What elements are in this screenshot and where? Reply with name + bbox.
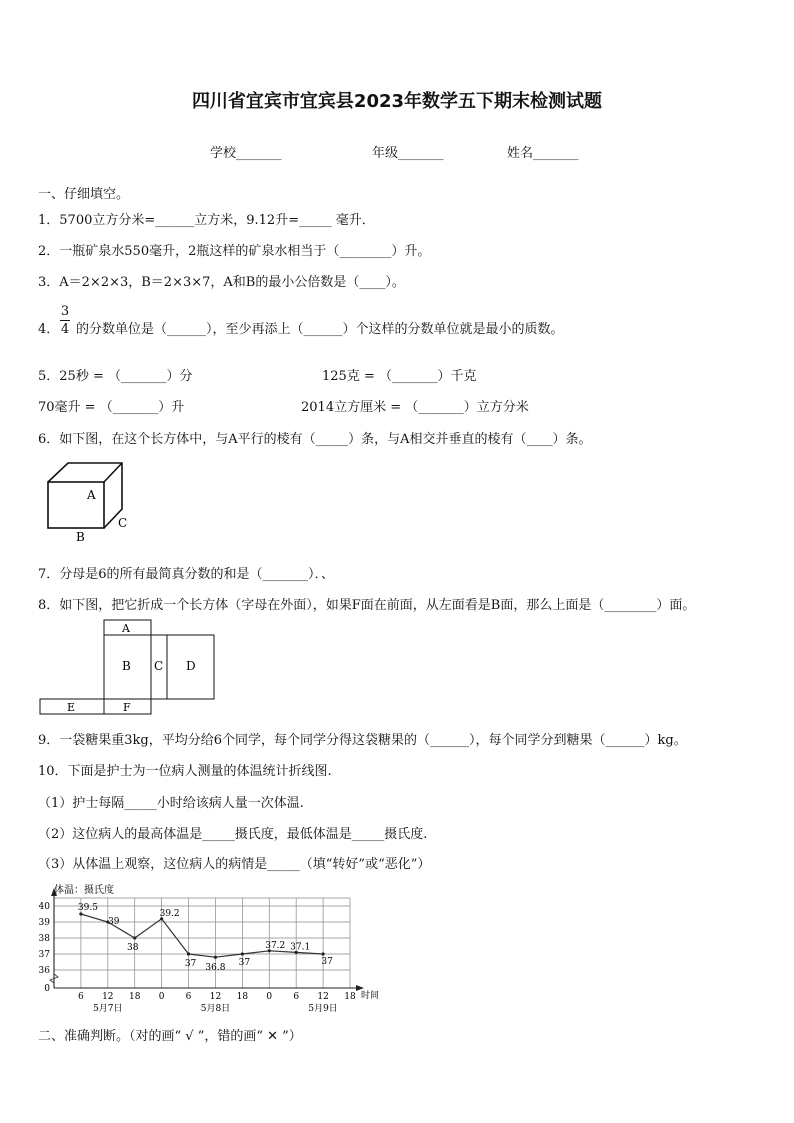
- data-label: 36.8: [205, 963, 226, 974]
- day-label: 5月9日: [308, 1004, 338, 1014]
- fraction-numerator: 3: [60, 304, 70, 319]
- y-tick-label: 40: [38, 902, 50, 912]
- cuboid-figure: [40, 455, 140, 545]
- x-tick-label: 6: [78, 992, 84, 1002]
- temperature-line-chart: [28, 884, 388, 1014]
- fraction-bar: [60, 320, 70, 321]
- fraction-denominator: 4: [60, 322, 70, 337]
- question-10-2: （2）这位病人的最高体温是_____摄氏度，最低体温是_____摄氏度.: [38, 827, 428, 842]
- section-heading: 一、仔细填空。: [38, 187, 130, 202]
- page-title: 四川省宜宾市宜宾县2023年数学五下期末检测试题: [191, 91, 603, 112]
- data-label: 39: [108, 917, 120, 927]
- cuboid-edge: [104, 463, 122, 482]
- question-1: 1．5700立方分米=______立方米，9.12升=_____ 毫升．: [38, 213, 375, 228]
- y-tick-label: 37: [38, 950, 50, 960]
- data-label: 37: [184, 959, 197, 969]
- x-tick-label: 18: [344, 992, 356, 1002]
- data-label: 38: [127, 943, 139, 953]
- x-tick-label: 0: [158, 992, 165, 1002]
- question-8: 8．如下图，把它折成一个长方体（字母在外面），如果F面在前面，从左面看是B面，那么上面是（________）面。: [38, 598, 696, 613]
- x-tick-label: 0: [266, 992, 273, 1002]
- question-10: 10．下面是护士为一位病人测量的体温统计折线图.: [38, 764, 332, 779]
- question-2: 2．一瓶矿泉水550毫升，2瓶这样的矿泉水相当于（________）升。: [38, 244, 431, 259]
- y-tick-label: 36: [38, 966, 50, 976]
- fraction-three-quarters: [60, 304, 70, 337]
- data-point: [241, 952, 244, 955]
- question-5a: 5．25秒 = （_______）分: [38, 369, 193, 384]
- day-label: 5月7日: [93, 1004, 123, 1014]
- data-label: 39.5: [77, 903, 98, 913]
- net-label-e: E: [67, 701, 76, 714]
- net-label-a: A: [122, 622, 130, 635]
- x-tick-label: 12: [317, 992, 329, 1002]
- net-label-c: C: [154, 659, 164, 673]
- data-label: 37: [238, 958, 251, 968]
- y-tick-label: 39: [38, 918, 50, 928]
- question-7: 7．分母是6的所有最简真分数的和是（_______）．、: [38, 567, 335, 582]
- question-5b: 125克 = （_______）千克: [322, 369, 477, 384]
- x-tick-label: 18: [236, 992, 249, 1002]
- question-5c: 70毫升 = （_______）升: [38, 400, 185, 415]
- x-tick-label: 6: [293, 992, 300, 1002]
- day-label: 5月8日: [200, 1004, 231, 1014]
- data-point: [133, 936, 136, 939]
- x-tick-label: 12: [209, 992, 222, 1002]
- data-label: 37.2: [265, 940, 286, 951]
- data-label: 37.1: [290, 942, 311, 953]
- question-4-text: 的分数单位是（______），至少再添上（______）个这样的分数单位就是最小的质数。: [76, 322, 564, 337]
- cuboid-label-a: A: [87, 488, 96, 502]
- question-10-1: （1）护士每隔_____小时给该病人量一次体温.: [38, 796, 304, 811]
- y-tick-label: 0: [44, 984, 50, 994]
- y-tick-label: 38: [38, 934, 50, 944]
- data-label: 39.2: [159, 908, 180, 919]
- net-label-b: B: [122, 659, 131, 673]
- question-5d: 2014立方厘米 = （_______）立方分米: [301, 400, 529, 415]
- cuboid-net-figure: [38, 618, 218, 718]
- data-point: [187, 952, 190, 955]
- grade-field: 年级_______: [372, 146, 444, 161]
- x-tick-label: 12: [102, 992, 114, 1002]
- question-6: 6．如下图，在这个长方体中，与A平行的棱有（_____）条，与A相交并垂直的棱有（____）条。: [38, 432, 592, 447]
- x-tick-label: 6: [185, 992, 192, 1002]
- question-3: 3．A＝2×2×3，B＝2×3×7，A和B的最小公倍数是（____）。: [38, 275, 405, 290]
- question-10-3: （3）从体温上观察，这位病人的病情是_____（填“转好”或“恶化”）: [38, 857, 431, 872]
- school-field: 学校_______: [210, 146, 282, 161]
- cuboid-label-c: C: [118, 516, 128, 530]
- section-2-heading: 二、准确判断。（对的画“ √ ”，错的画“ ✕ ”）: [38, 1029, 302, 1044]
- chart-ylabel: 体温：摄氏度: [54, 885, 114, 896]
- data-label: 37: [321, 957, 333, 967]
- net-label-d: D: [186, 659, 196, 673]
- name-field: 姓名_______: [507, 146, 579, 161]
- chart-xlabel: 时间: [361, 991, 380, 1001]
- question-9: 9．一袋糖果重3kg，平均分给6个同学，每个同学分得这袋糖果的（______），每个同学分到糖果（______）kg。: [38, 733, 687, 748]
- question-4-number: 4．: [38, 322, 60, 337]
- cuboid-back-edges: [48, 463, 122, 528]
- net-label-f: F: [123, 701, 131, 714]
- data-point: [321, 952, 324, 955]
- x-tick-label: 18: [129, 992, 141, 1002]
- data-point: [214, 956, 217, 959]
- cuboid-label-b: B: [76, 530, 85, 544]
